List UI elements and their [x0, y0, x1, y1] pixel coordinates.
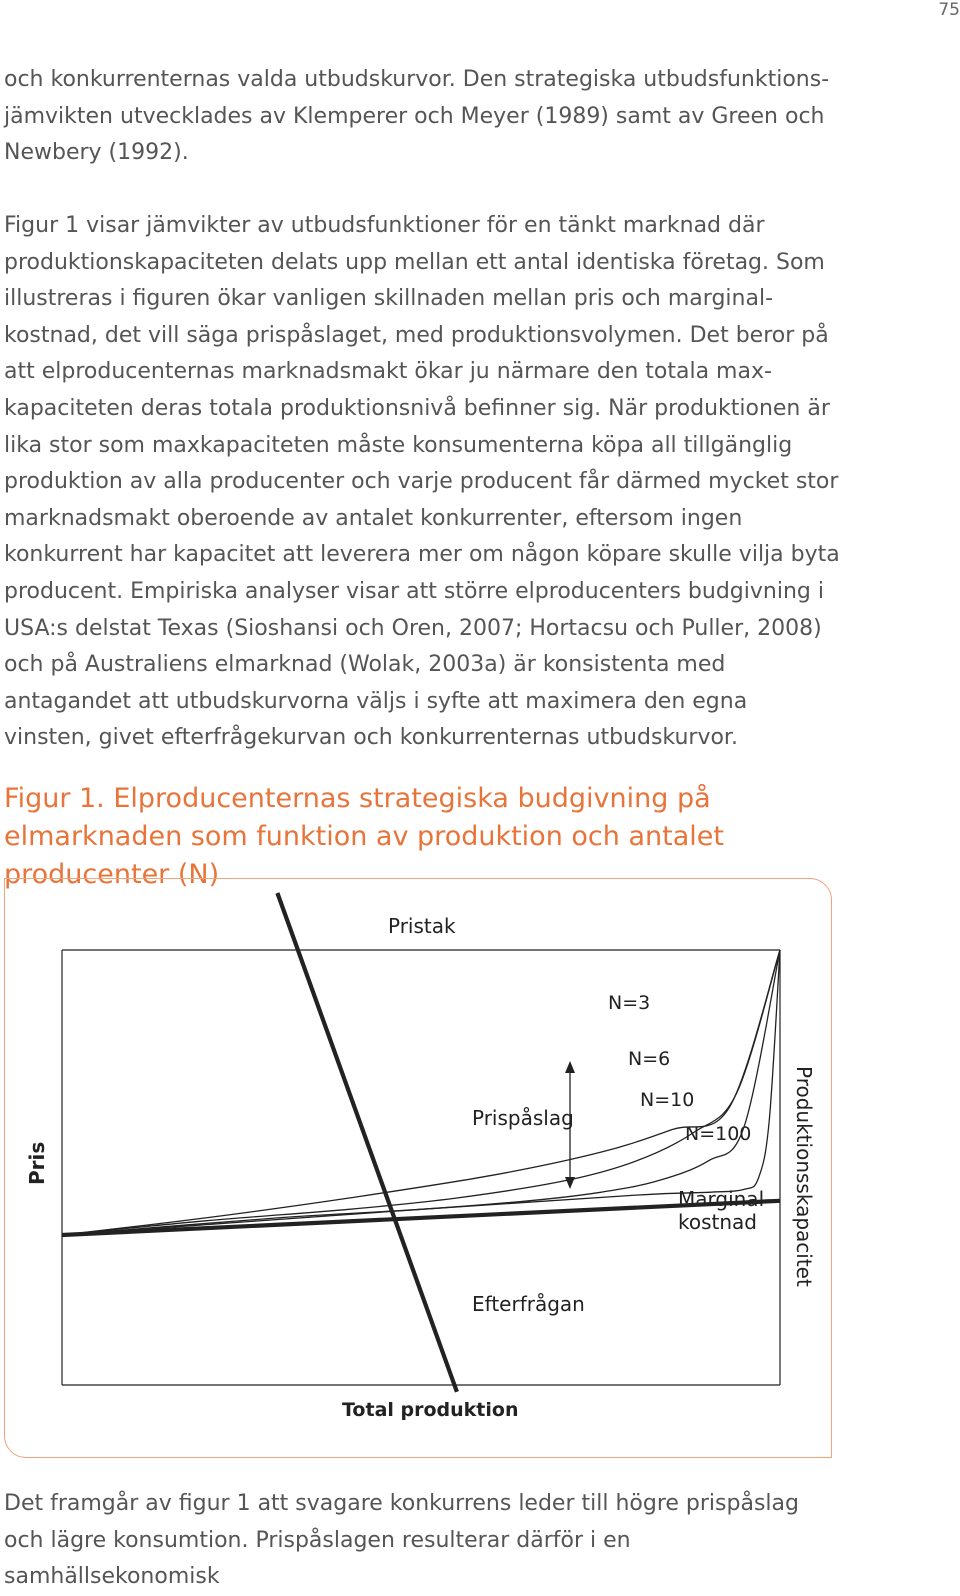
series-label-n6: N=6: [628, 1048, 671, 1070]
series-group: [62, 893, 780, 1392]
y-axis-label: Pris: [25, 1141, 49, 1185]
figure-caption: Figur 1. Elproducenternas strategiska budgivning på elmarknaden som funktion av produktion och antalet producenter (N): [4, 783, 724, 890]
x-axis-label: Total produktion: [342, 1399, 519, 1421]
demand-label: Efterfrågan: [472, 1292, 585, 1316]
marginal-cost-label-line1: Marginal-: [678, 1187, 772, 1211]
paragraph-intro: och konkurrenternas valda utbudskurvor. Den strategiska utbudsfunktionsjämvikten utvecklades av Klemperer och Meyer (1989) samt av Green och Newbery (1992).: [4, 67, 830, 166]
paragraph-figure-description: Figur 1 visar jämvikter av utbudsfunktioner för en tänkt marknad där produktionskapaciteten delats upp mellan ett antal identiska företag. Som illustreras i figuren ökar vanligen skillnaden mellan pris och marginalkostnad, det vill säga prispåslaget, med produktionsvolymen. Det beror på att elproducenternas marknadsmakt ökar ju närmare den totala maxkapaciteten deras totala produktionsnivå befinner sig. När produktionen är lika stor som maxkapaciteten måste konsumenterna köpa all tillgänglig produktion av alla producenter och varje producent får därmed mycket stor marknadsmakt oberoende av antalet konkurrenter, eftersom ingen konkurrent har kapacitet att leverera mer om någon köpare skulle vilja byta producent. Empiriska analyser visar att större elproducenters budgivning i USA:s delstat Texas (Sioshansi och Oren, 2007; Hortacsu och Puller, 2008) och på Australiens elmarknad (Wolak, 2003a) är konsistenta med antagandet att utbudskurvorna väljs i syfte att maximera den egna vinsten, givet efterfrågekurvan och konkurrenternas utbudskurvor.: [4, 213, 840, 751]
demand-line: [277, 893, 457, 1392]
series-label-n3: N=3: [608, 992, 651, 1014]
capacity-axis-label: Produktionsskapacitet: [792, 1066, 816, 1287]
series-label-n100: N=100: [685, 1123, 752, 1145]
page-number: 75: [938, 0, 960, 20]
marginal-cost-label-line2: kostnad: [678, 1210, 757, 1234]
marginal-cost-line: [62, 1201, 780, 1235]
price-cap-label: Pristak: [388, 914, 456, 938]
markup-label: Prispåslag: [472, 1106, 574, 1130]
series-label-n10: N=10: [640, 1089, 695, 1111]
paragraph-conclusion: Det framgår av figur 1 att svagare konkurrens leder till högre prispåslag och lägre konsumtion. Prispåslagen resulterar därför i en samhällsekonomisk: [4, 1491, 799, 1590]
